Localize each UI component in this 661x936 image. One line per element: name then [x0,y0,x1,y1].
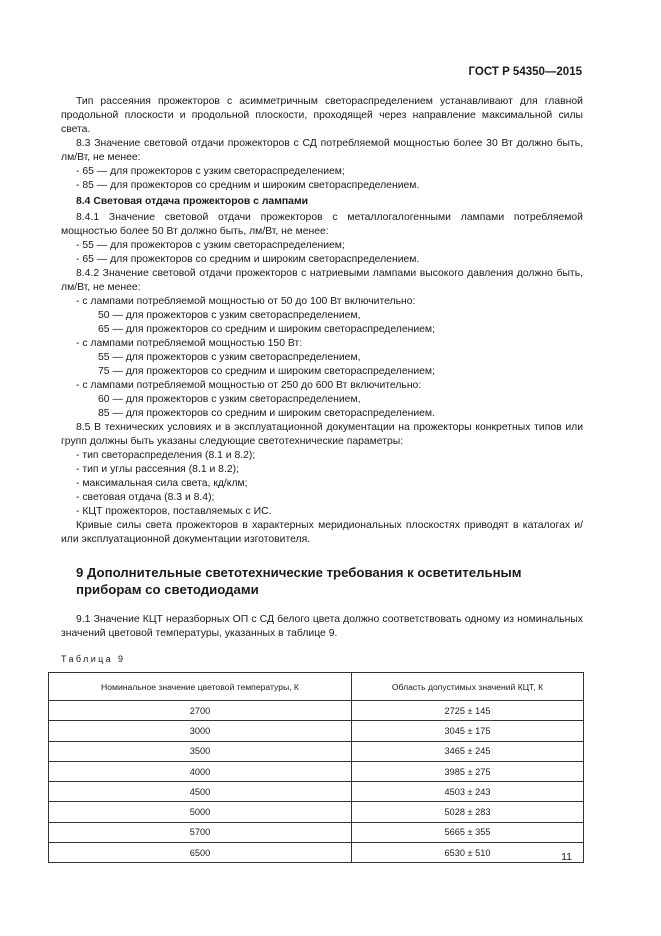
page-content [61,95,583,863]
table-cell: 6500 [49,843,352,863]
paragraph-8-4-2: 8.4.2 Значение световой отдачи прожекторов с натриевыми лампами высокого давления должно быть, лм/Вт, не менее: [61,268,583,293]
table-cell: 3500 [49,741,352,761]
list-subitem: 55 — для прожекторов с узким светораспределением, [98,352,361,363]
column-header-range: Область допустимых значений КЦТ, К [352,673,584,701]
table-cell: 5700 [49,822,352,842]
column-header-nominal: Номинальное значение цветовой температуры, К [49,673,352,701]
paragraph-intensity-curves: Кривые силы света прожекторов в характерных меридиональных плоскостях приводят в каталогах и/или эксплуатационной документации изготовителя. [61,520,583,545]
list-subitem: 85 — для прожекторов со средним и широким светораспределением. [98,408,435,419]
list-group-label: - с лампами потребляемой мощностью от 50 до 100 Вт включительно: [76,296,416,307]
table-cell: 3000 [49,721,352,741]
list-group-label: - с лампами потребляемой мощностью от 250 до 600 Вт включительно: [76,380,422,391]
paragraph-scatter-type: Тип рассеяния прожекторов с асимметричным светораспределением устанавливают для главной продольной плоскости и продольной плоскости, проходящей через направление максимальной силы света. [61,96,583,135]
table-cell: 2725 ± 145 [352,701,584,721]
list-item: - КЦТ прожекторов, поставляемых с ИС. [76,506,272,517]
list-item: - тип и углы рассеяния (8.1 и 8.2); [76,464,239,475]
list-item: - тип светораспределения (8.1 и 8.2); [76,450,256,461]
list-item: - 55 — для прожекторов с узким светораспределением; [76,240,345,251]
list-item: - 85 — для прожекторов со средним и широким светораспределением. [76,180,420,191]
table-row [49,822,584,842]
table-cell: 3465 ± 245 [352,741,584,761]
table-row [49,701,584,721]
table-row [49,721,584,741]
table-cell: 2700 [49,701,352,721]
page-number: 11 [561,851,572,863]
list-item: - 65 — для прожекторов со средним и широким светораспределением. [76,254,420,265]
table-row [49,782,584,802]
table-cell: 4000 [49,761,352,781]
table-row [49,741,584,761]
table-row [49,843,584,863]
paragraph-8-3: 8.3 Значение световой отдачи прожекторов с СД потребляемой мощностью более 30 Вт должно быть, лм/Вт, не менее: [61,138,583,163]
list-subitem: 50 — для прожекторов с узким светораспределением, [98,310,361,321]
list-group-label: - с лампами потребляемой мощностью 150 Вт: [76,338,303,349]
table-row [49,802,584,822]
table-cell: 3985 ± 275 [352,761,584,781]
heading-8-4: 8.4 Световая отдача прожекторов с лампами [76,196,309,207]
table-cell: 5028 ± 283 [352,802,584,822]
section-9-heading: 9 Дополнительные светотехнические требования к осветительным приборам со светодиодами [76,565,522,597]
table-cell: 6530 ± 510 [352,843,584,863]
table-9 [48,672,584,863]
list-subitem: 75 — для прожекторов со средним и широким светораспределением; [98,366,435,377]
table-cell: 4500 [49,782,352,802]
table-header-row [49,673,584,701]
paragraph-8-4-1: 8.4.1 Значение световой отдачи прожекторов с металлогалогенными лампами потребляемой мощностью более 50 Вт должно быть, лм/Вт, не менее: [61,212,583,237]
table-cell: 4503 ± 243 [352,782,584,802]
list-item: - максимальная сила света, кд/клм; [76,478,248,489]
table-cell: 5000 [49,802,352,822]
paragraph-9-1: 9.1 Значение КЦТ неразборных ОП с СД белого цвета должно соответствовать одному из номинальных значений цветовой температуры, указанных в таблице 9. [61,614,583,639]
table-cell: 5665 ± 355 [352,822,584,842]
table-caption: Таблица 9 [61,654,126,664]
table-cell: 3045 ± 175 [352,721,584,741]
list-subitem: 65 — для прожекторов со средним и широким светораспределением; [98,324,435,335]
paragraph-8-5: 8.5 В технических условиях и в эксплуатационной документации на прожекторы конкретных типов или групп должны быть указаны следующие светотехнические параметры: [61,422,583,447]
document-code: ГОСТ Р 54350—2015 [468,66,582,78]
table-row [49,761,584,781]
list-item: - 65 — для прожекторов с узким светораспределением; [76,166,345,177]
list-subitem: 60 — для прожекторов с узким светораспределением, [98,394,361,405]
list-item: - световая отдача (8.3 и 8.4); [76,492,215,503]
